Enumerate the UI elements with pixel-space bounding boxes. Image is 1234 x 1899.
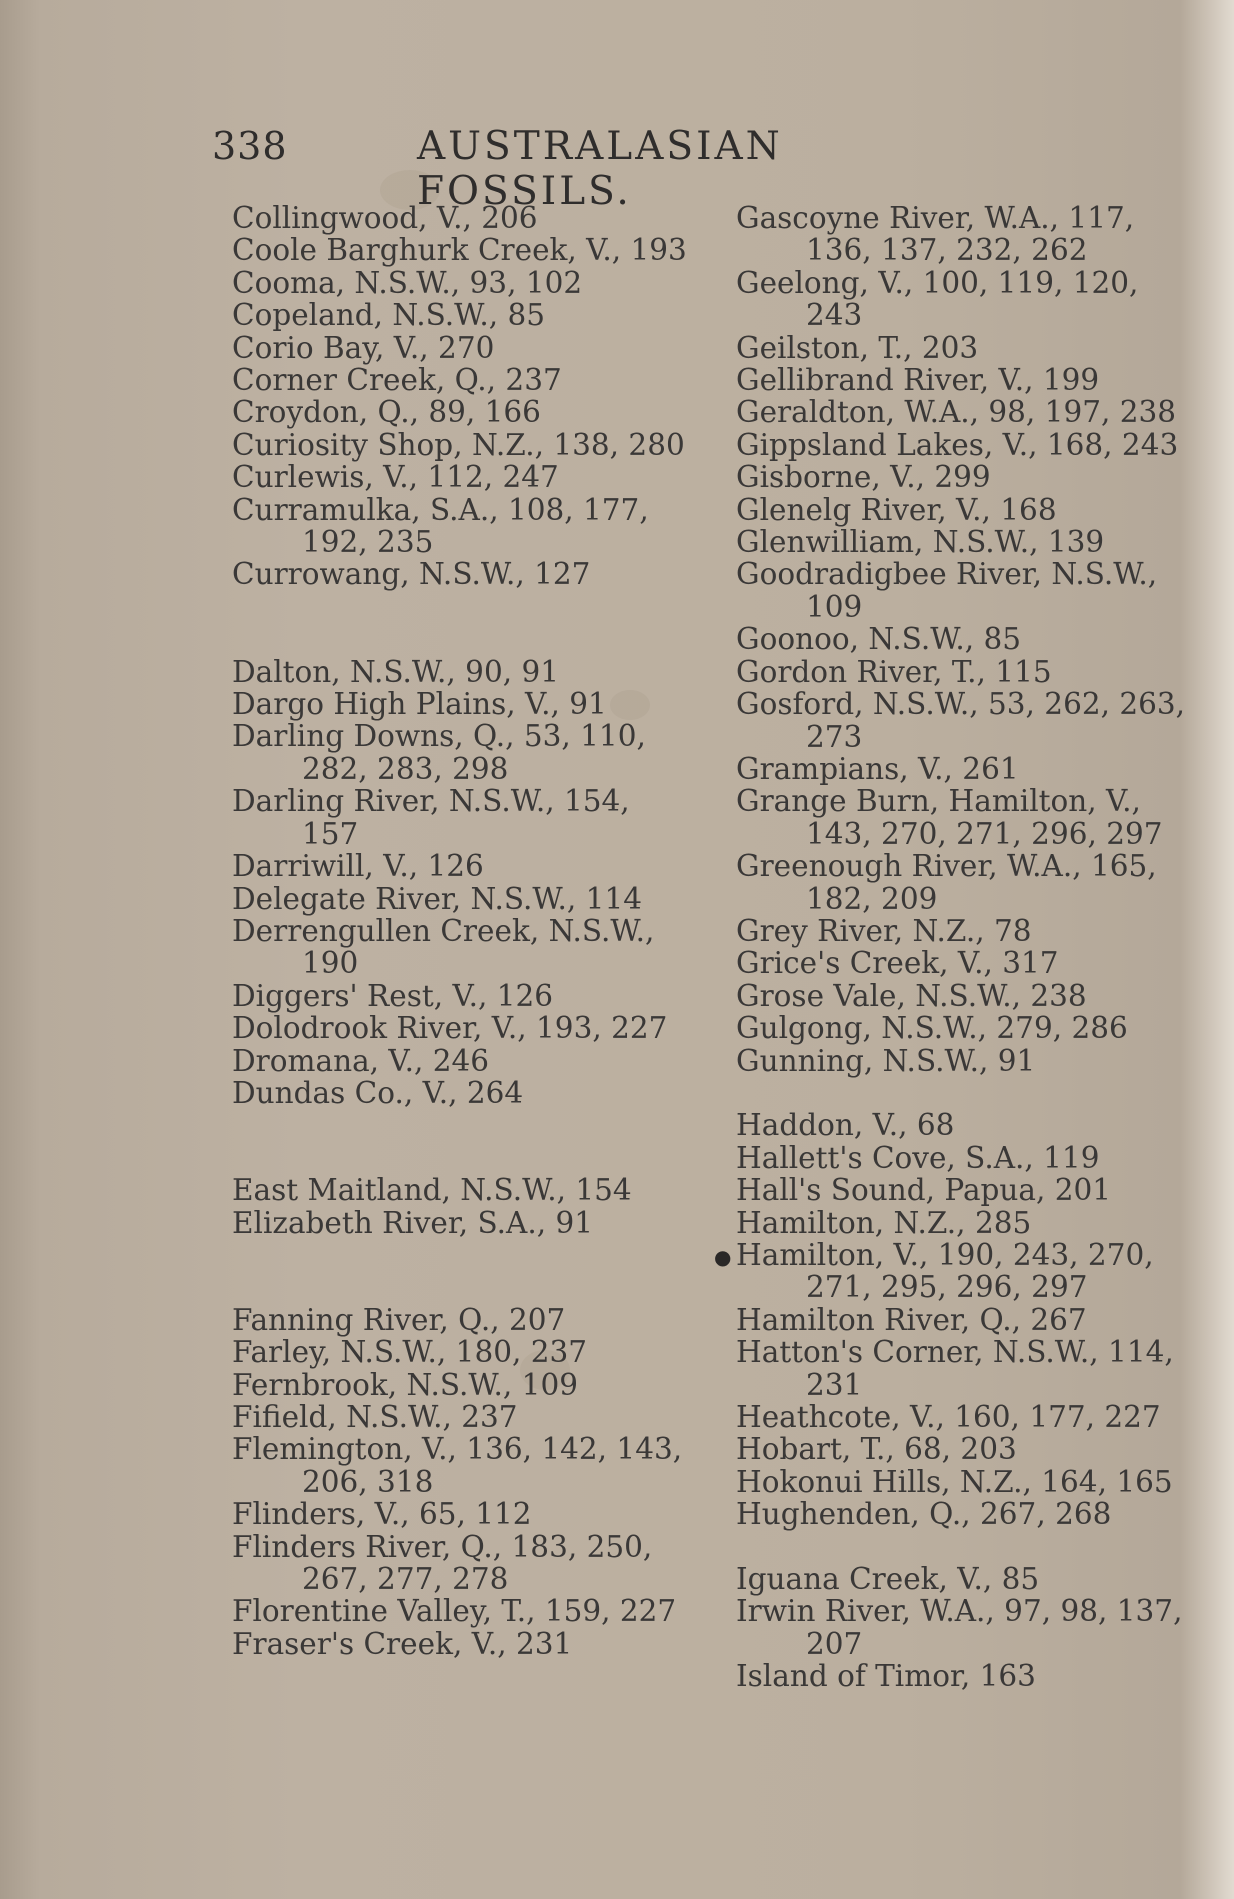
index-entry: Darling Downs, Q., 53, 110, 282, 283, 298 xyxy=(232,719,646,786)
index-entry: Hamilton, V., 190, 243, 270, 271, 295, 296, 297 xyxy=(736,1237,1154,1305)
index-entry: Corio Bay, V., 270 xyxy=(232,330,495,365)
index-entry: Grange Burn, Hamilton, V., 143, 270, 271, 296, 297 xyxy=(736,784,1163,851)
index-entry: Fernbrook, N.S.W., 109 xyxy=(232,1367,578,1402)
index-entry: Copeland, N.S.W., 85 xyxy=(232,298,546,333)
index-entry: Hamilton, N.Z., 285 xyxy=(736,1205,1032,1240)
section-gap xyxy=(736,1531,1196,1563)
index-entry: Curramulka, S.A., 108, 177, 192, 235 xyxy=(232,492,649,560)
section-gap xyxy=(232,1239,692,1304)
index-entry: Flemington, V., 136, 142, 143, 206, 318 xyxy=(232,1432,683,1499)
index-entry: Flinders, V., 65, 112 xyxy=(232,1497,532,1532)
index-entry: Island of Timor, 163 xyxy=(736,1659,1036,1694)
index-entry: Cooma, N.S.W., 93, 102 xyxy=(232,265,583,300)
index-entry: Currowang, N.S.W., 127 xyxy=(232,557,591,592)
index-entry: Glenwilliam, N.S.W., 139 xyxy=(736,525,1105,560)
index-entry: Hallett's Cove, S.A., 119 xyxy=(736,1140,1100,1175)
index-entry: East Maitland, N.S.W., 154 xyxy=(232,1173,632,1208)
index-entry: Delegate River, N.S.W., 114 xyxy=(232,881,642,916)
index-entry: Hokonui Hills, N.Z., 164, 165 xyxy=(736,1464,1173,1499)
index-entry: Irwin River, W.A., 97, 98, 137, 207 xyxy=(736,1594,1183,1661)
index-entry: Gunning, N.S.W., 91 xyxy=(736,1043,1036,1078)
running-title: AUSTRALASIAN FOSSILS. xyxy=(417,124,783,214)
index-entry: Fraser's Creek, V., 231 xyxy=(232,1626,573,1661)
index-column-right xyxy=(714,201,1196,1694)
index-entry: Geraldton, W.A., 98, 197, 238 xyxy=(736,395,1177,430)
index-entry: Hobart, T., 68, 203 xyxy=(736,1432,1017,1467)
bullet-mark: ● xyxy=(714,1245,732,1269)
index-entry: Grice's Creek, V., 317 xyxy=(736,946,1059,981)
section-gap xyxy=(232,591,692,656)
index-entry: Gellibrand River, V., 199 xyxy=(736,363,1100,398)
index-column-left xyxy=(232,202,692,1660)
index-entry: Dargo High Plains, V., 91 xyxy=(232,687,607,722)
index-entry: Hall's Sound, Papua, 201 xyxy=(736,1173,1112,1208)
index-entry: Gippsland Lakes, V., 168, 243 xyxy=(736,427,1179,462)
index-entry: Haddon, V., 68 xyxy=(736,1108,955,1143)
index-entry: Derrengullen Creek, N.S.W., 190 xyxy=(232,913,655,981)
index-entry: Hatton's Corner, N.S.W., 114, 231 xyxy=(736,1335,1174,1402)
index-entry: Dundas Co., V., 264 xyxy=(232,1075,524,1110)
index-entry: Grose Vale, N.S.W., 238 xyxy=(736,978,1087,1013)
index-entry: Gascoyne River, W.A., 117, 136, 137, 232, 262 xyxy=(736,201,1135,268)
index-entry: Coole Barghurk Creek, V., 193 xyxy=(232,233,687,268)
index-entry: Corner Creek, Q., 237 xyxy=(232,363,562,398)
index-entry: Geilston, T., 203 xyxy=(736,330,979,365)
page-header xyxy=(212,124,972,214)
index-entry: Dalton, N.S.W., 90, 91 xyxy=(232,654,560,689)
index-entry: Goodradigbee River, N.S.W., 109 xyxy=(736,557,1158,624)
index-entry: Florentine Valley, T., 159, 227 xyxy=(232,1594,677,1629)
index-entry: Goonoo, N.S.W., 85 xyxy=(736,622,1022,657)
index-entry: Fifield, N.S.W., 237 xyxy=(232,1399,518,1434)
index-entry: Collingwood, V., 206 xyxy=(232,201,538,235)
index-entry: Flinders River, Q., 183, 250, 267, 277, 278 xyxy=(232,1529,653,1597)
index-entry: Geelong, V., 100, 119, 120, 243 xyxy=(736,265,1139,333)
index-entry: Grey River, N.Z., 78 xyxy=(736,913,1032,948)
index-entry: Hughenden, Q., 267, 268 xyxy=(736,1497,1112,1532)
index-entry: Greenough River, W.A., 165, 182, 209 xyxy=(736,849,1157,916)
index-entry: Darling River, N.S.W., 154, 157 xyxy=(232,784,630,851)
index-entry: Gulgong, N.S.W., 279, 286 xyxy=(736,1011,1128,1046)
index-entry: Gordon River, T., 115 xyxy=(736,654,1052,689)
section-gap xyxy=(232,1109,692,1174)
index-entry: Glenelg River, V., 168 xyxy=(736,492,1057,527)
index-entry: Croydon, Q., 89, 166 xyxy=(232,395,541,430)
index-entry: Farley, N.S.W., 180, 237 xyxy=(232,1335,588,1370)
index-entry: Dolodrook River, V., 193, 227 xyxy=(232,1011,668,1046)
index-entry: Heathcote, V., 160, 177, 227 xyxy=(736,1400,1161,1435)
index-entry: Iguana Creek, V., 85 xyxy=(736,1562,1040,1597)
index-entry: Curiosity Shop, N.Z., 138, 280 xyxy=(232,427,685,462)
index-entry: Darriwill, V., 126 xyxy=(232,849,484,884)
page-number: 338 xyxy=(212,124,288,168)
index-entry: Gosford, N.S.W., 53, 262, 263, 273 xyxy=(736,687,1186,754)
index-entry: Curlewis, V., 112, 247 xyxy=(232,460,559,495)
index-entry: Grampians, V., 261 xyxy=(736,751,1019,786)
index-entry: Elizabeth River, S.A., 91 xyxy=(232,1205,594,1240)
index-entry: Diggers' Rest, V., 126 xyxy=(232,978,554,1013)
index-entry: Hamilton River, Q., 267 xyxy=(736,1302,1087,1337)
index-entry: Dromana, V., 246 xyxy=(232,1043,490,1078)
index-entry: Fanning River, Q., 207 xyxy=(232,1302,566,1337)
section-gap xyxy=(736,1077,1196,1109)
index-entry: Gisborne, V., 299 xyxy=(736,460,991,495)
